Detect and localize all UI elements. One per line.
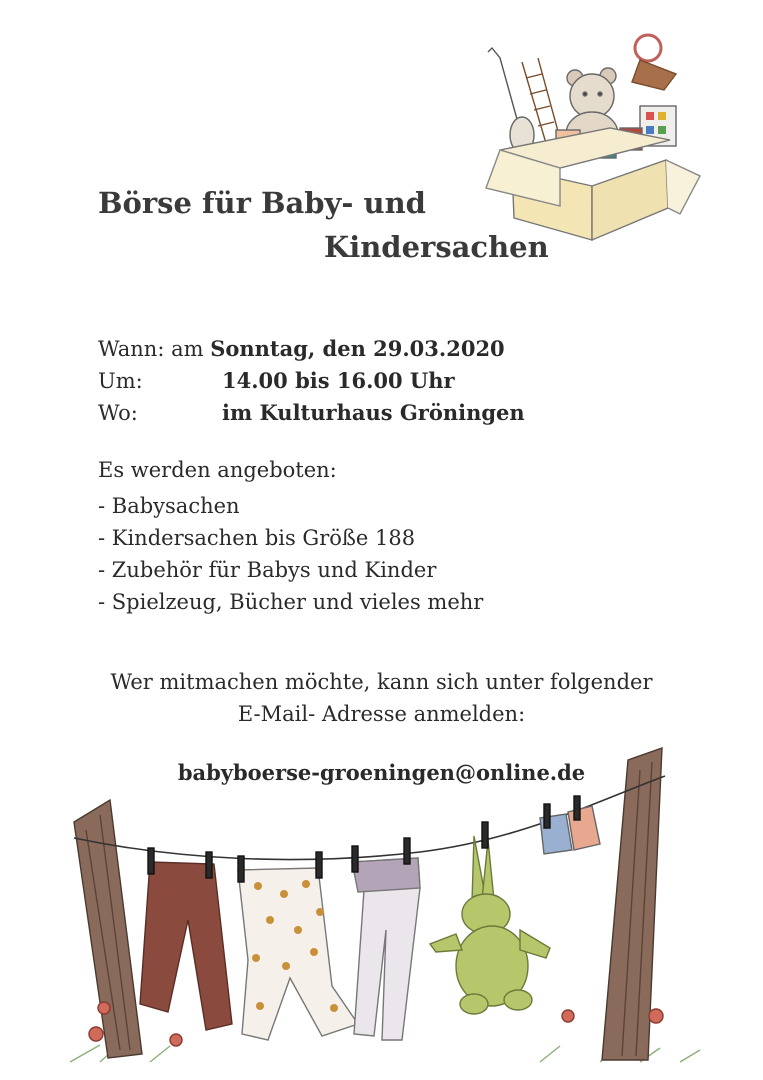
where-row (98, 400, 525, 425)
title-line-2: Kindersachen (324, 230, 549, 264)
title-line-1: Börse für Baby- und (98, 186, 426, 220)
where-label: Wo: (98, 401, 138, 425)
when-row (98, 336, 505, 361)
trousers-sketch (140, 862, 232, 1030)
time-label: Um: (98, 369, 143, 393)
email-address[interactable]: babyboerse-groeningen@online.de (177, 760, 586, 785)
left-post (74, 800, 142, 1058)
clothesline-drawing (70, 748, 700, 1062)
offers-list (98, 490, 483, 618)
signup-line-1: Wer mitmachen möchte, kann sich unter folgender (110, 670, 653, 694)
when-value: Sonntag, den 29.03.2020 (210, 336, 505, 361)
where-value: im Kulturhaus Gröningen (222, 400, 525, 425)
bunny-sketch (430, 836, 550, 1014)
list-item: - Babysachen (98, 494, 240, 518)
offers-heading: Es werden angeboten: (98, 458, 337, 482)
list-item: - Zubehör für Babys und Kinder (98, 558, 437, 582)
time-row (98, 368, 455, 393)
when-label: Wann: am (98, 337, 204, 361)
list-item: - Spielzeug, Bücher und vieles mehr (98, 590, 484, 614)
list-item: - Kindersachen bis Größe 188 (98, 526, 416, 550)
signup-line-2: E-Mail- Adresse anmelden: (237, 702, 526, 726)
time-value: 14.00 bis 16.00 Uhr (222, 368, 455, 393)
